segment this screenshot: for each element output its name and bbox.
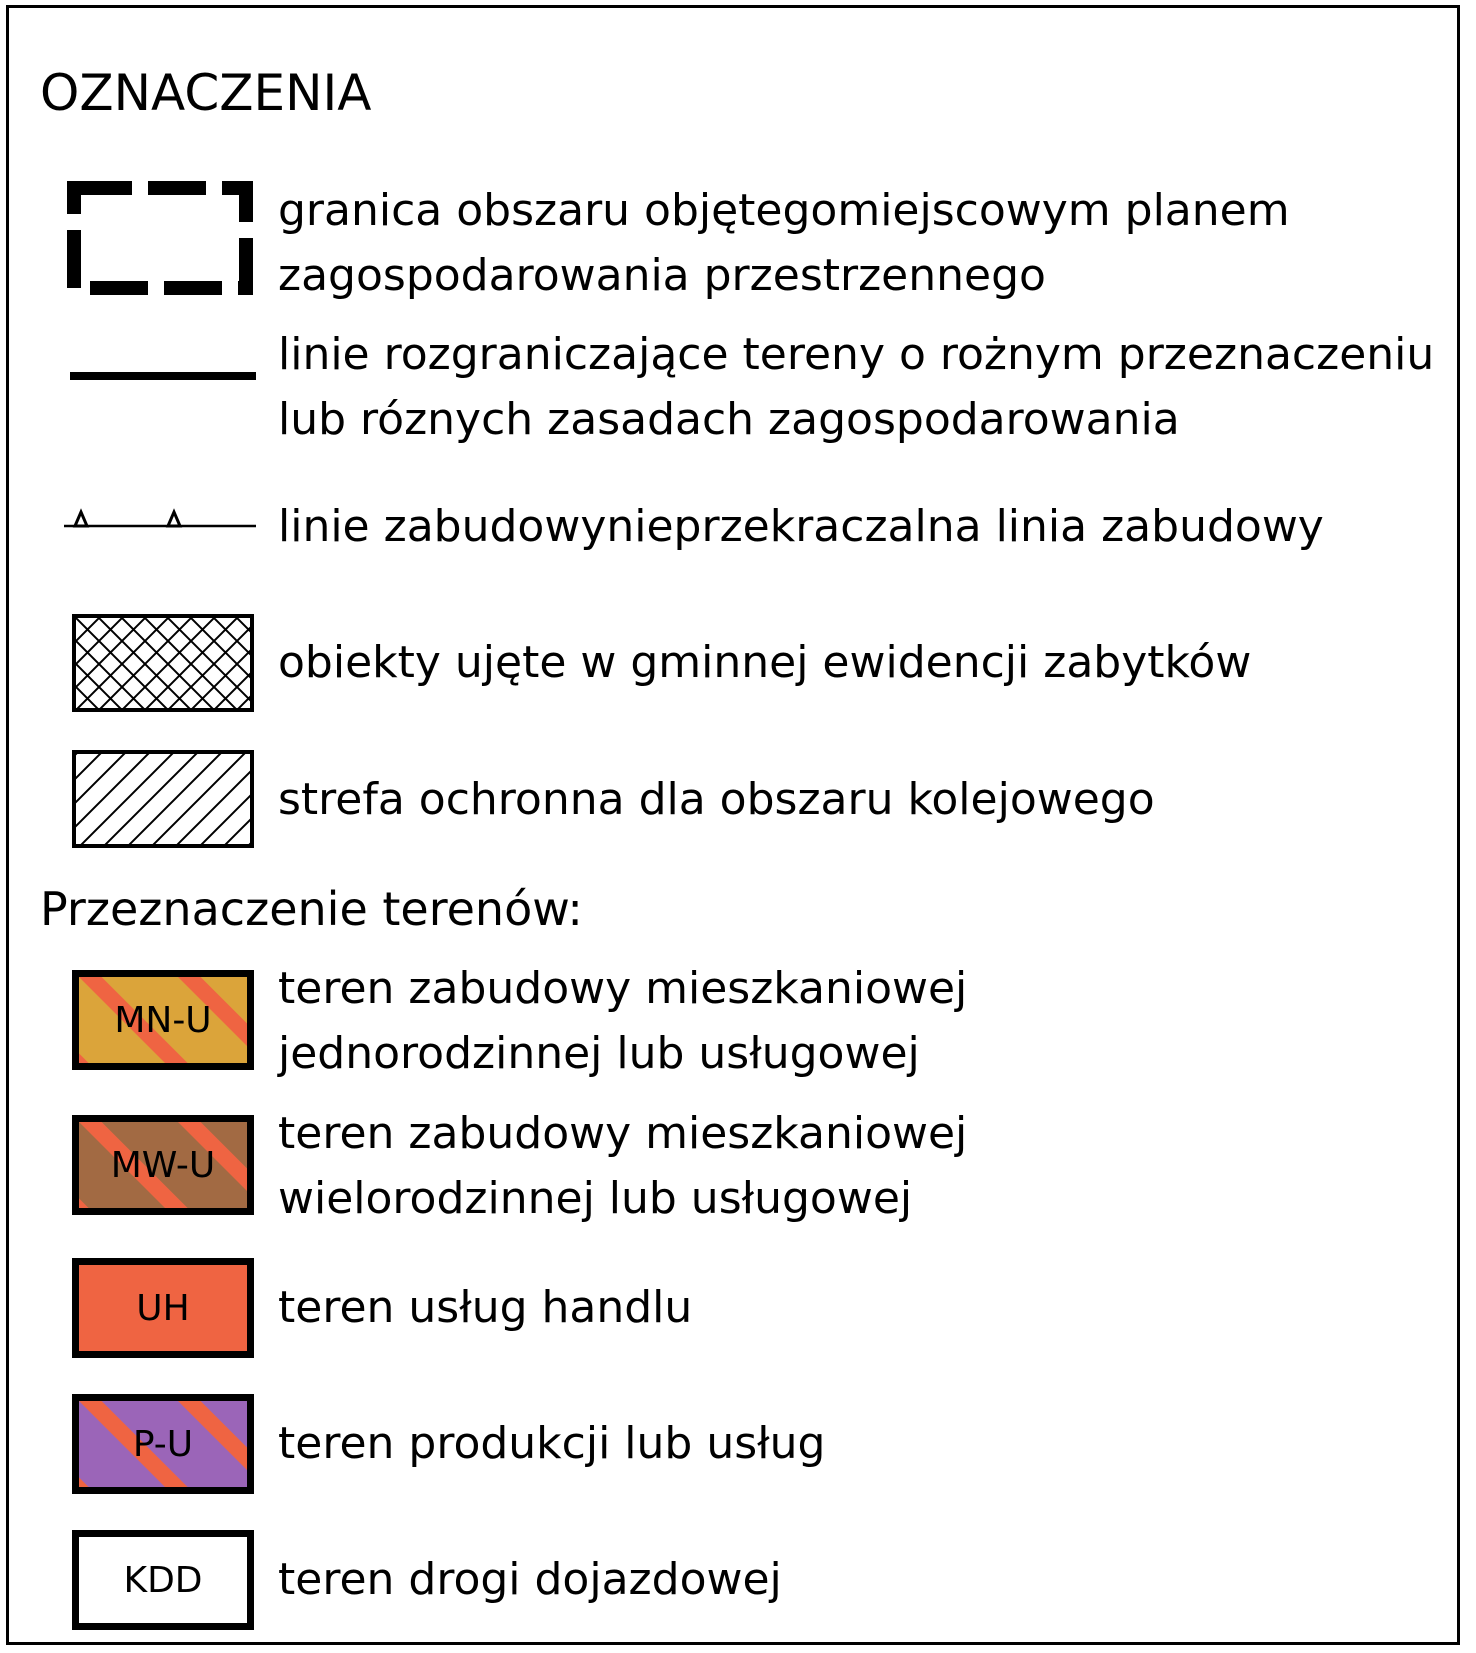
zone-swatch-uh	[72, 1258, 254, 1358]
desc-line: teren drogi dojazdowej	[278, 1554, 782, 1605]
legend-desc-boundary	[278, 178, 1290, 308]
zone-desc-uh	[278, 1275, 692, 1340]
crosshatch-symbol	[72, 614, 254, 712]
building-line-symbol	[60, 502, 260, 532]
legend-desc-monuments	[278, 630, 1251, 695]
desc-line: wielorodzinnej lub usługowej	[278, 1173, 913, 1224]
zone-code: P-U	[132, 1423, 194, 1465]
zone-code: UH	[136, 1287, 190, 1329]
legend-desc-railway-zone	[278, 767, 1155, 832]
desc-line: linie rozgraniczające tereny o rożnym przeznaczeniu	[278, 329, 1435, 380]
legend-desc-building-line	[278, 494, 1324, 559]
legend-title: OZNACZENIA	[40, 64, 372, 122]
dashed-boundary-symbol	[60, 182, 260, 294]
desc-line: teren usług handlu	[278, 1282, 693, 1333]
desc-line: strefa ochronna dla obszaru kolejowego	[278, 774, 1155, 825]
desc-line: lub róznych zasadach zagospodarowania	[278, 394, 1180, 445]
zone-code: MN-U	[114, 999, 212, 1041]
desc-line: linie zabudowynieprzekraczalna linia zabudowy	[278, 501, 1324, 552]
zone-code: KDD	[123, 1559, 203, 1601]
zone-desc-mn-u	[278, 956, 967, 1086]
desc-line: teren zabudowy mieszkaniowej	[278, 963, 968, 1014]
desc-line: jednorodzinnej lub usługowej	[278, 1028, 920, 1079]
desc-line: teren zabudowy mieszkaniowej	[278, 1108, 968, 1159]
zone-desc-p-u	[278, 1411, 825, 1476]
desc-line: teren produkcji lub usług	[278, 1418, 826, 1469]
zone-desc-mw-u	[278, 1101, 967, 1231]
zone-swatch-kdd	[72, 1530, 254, 1630]
zone-swatch-p-u	[72, 1394, 254, 1494]
diagonal-hatch-symbol	[72, 750, 254, 848]
desc-line: zagospodarowania przestrzennego	[278, 250, 1046, 301]
zone-swatch-mw-u	[72, 1115, 254, 1215]
zone-desc-kdd	[278, 1547, 782, 1612]
legend-desc-dividing-lines	[278, 322, 1434, 452]
desc-line: obiekty ujęte w gminnej ewidencji zabytków	[278, 637, 1252, 688]
desc-line: granica obszaru objętegomiejscowym planem	[278, 185, 1290, 236]
zone-code: MW-U	[110, 1144, 216, 1186]
zone-swatch-mn-u	[72, 970, 254, 1070]
zones-heading: Przeznaczenie terenów:	[40, 882, 583, 936]
solid-line-symbol	[60, 370, 260, 382]
